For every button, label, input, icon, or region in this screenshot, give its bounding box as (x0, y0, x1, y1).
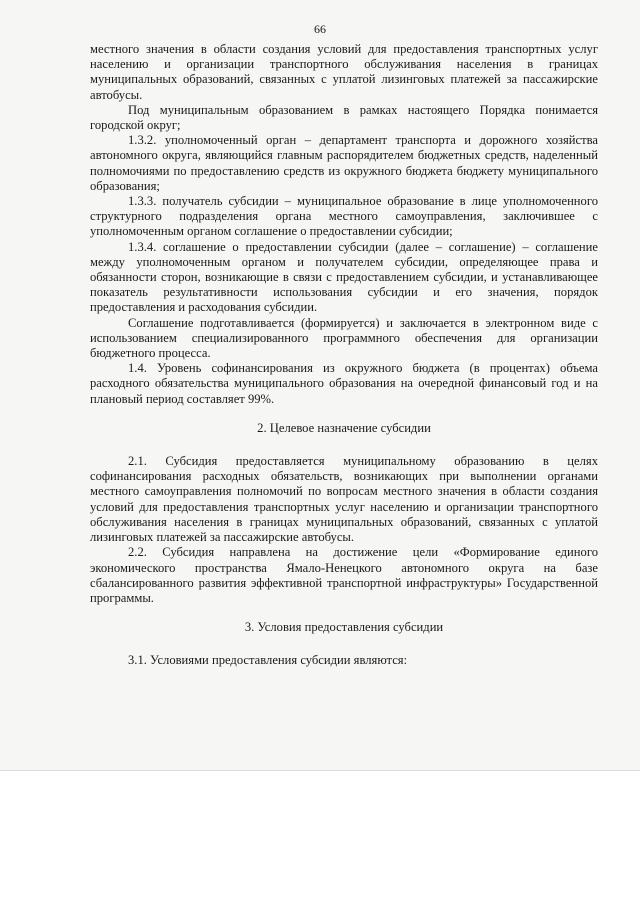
section-heading: 2. Целевое назначение субсидии (257, 420, 431, 435)
paragraph: 1.3.4. соглашение о предоставлении субсидии (далее – соглашение) – соглашение между уполномоченным органом и получателем субсидии, определяющее права и обязанности сторон, возникающие в связи с предоставлением субсидии, и устанавливающее показатель результативности использования субсидии и его значения, порядок предоставления и расходования субсидии. (90, 239, 598, 315)
paragraph: 2.2. Субсидия направлена на достижение цели «Формирование единого экономического пространства Ямало-Ненецкого автономного округа на базе сбалансированного развития эффективной транспортной инфраструктуры» Государственной программы. (90, 545, 598, 605)
paragraph: 2.1. Субсидия предоставляется муниципальному образованию в целях софинансирования расходных обязательств, возникающих при выполнении органами местного самоуправления полномочий по вопросам местного значения в области создания условий для предоставления транспортных услуг населению и организации транспортного обслуживания населения в границах муниципальных образований, связанных с уплатой лизинговых платежей за пассажирские автобусы. (90, 454, 598, 545)
paragraph: 1.4. Уровень софинансирования из окружного бюджета (в процентах) объема расходного обязательства муниципального образования на очередной финансовый год и на плановый период составляет 99%. (90, 361, 598, 406)
section-heading: 3. Условия предоставления субсидии (244, 620, 444, 635)
paragraph: Под муниципальным образованием в рамках настоящего Порядка понимается городской округ; (90, 102, 598, 133)
paragraph: 3.1. Условиями предоставления субсидии являются: (128, 653, 408, 668)
paragraph: 1.3.2. уполномоченный орган – департамент транспорта и дорожного хозяйства автономного округа, являющийся главным распорядителем бюджетных средств, наделенный полномочиями по предоставлению средств из окружного бюджета бюджету муниципального образования; (90, 133, 598, 193)
document-body (90, 42, 598, 669)
paragraph: Соглашение подготавливается (формируется) и заключается в электронном виде с использованием специализированного программного обеспечения для организации бюджетного процесса. (90, 315, 598, 361)
paragraph: местного значения в области создания условий для предоставления транспортных услуг населению и организации транспортного обслуживания населения в границах муниципальных образований, связанных с уплатой лизинговых платежей за пассажирские автобусы. (90, 42, 598, 102)
paragraph: 1.3.3. получатель субсидии – муниципальное образование в лице уполномоченного структурного подразделения органа местного самоуправления, заключившее с уполномоченным органом соглашение о предоставлении субсидии; (90, 194, 598, 239)
page-number: 66 (314, 22, 326, 36)
